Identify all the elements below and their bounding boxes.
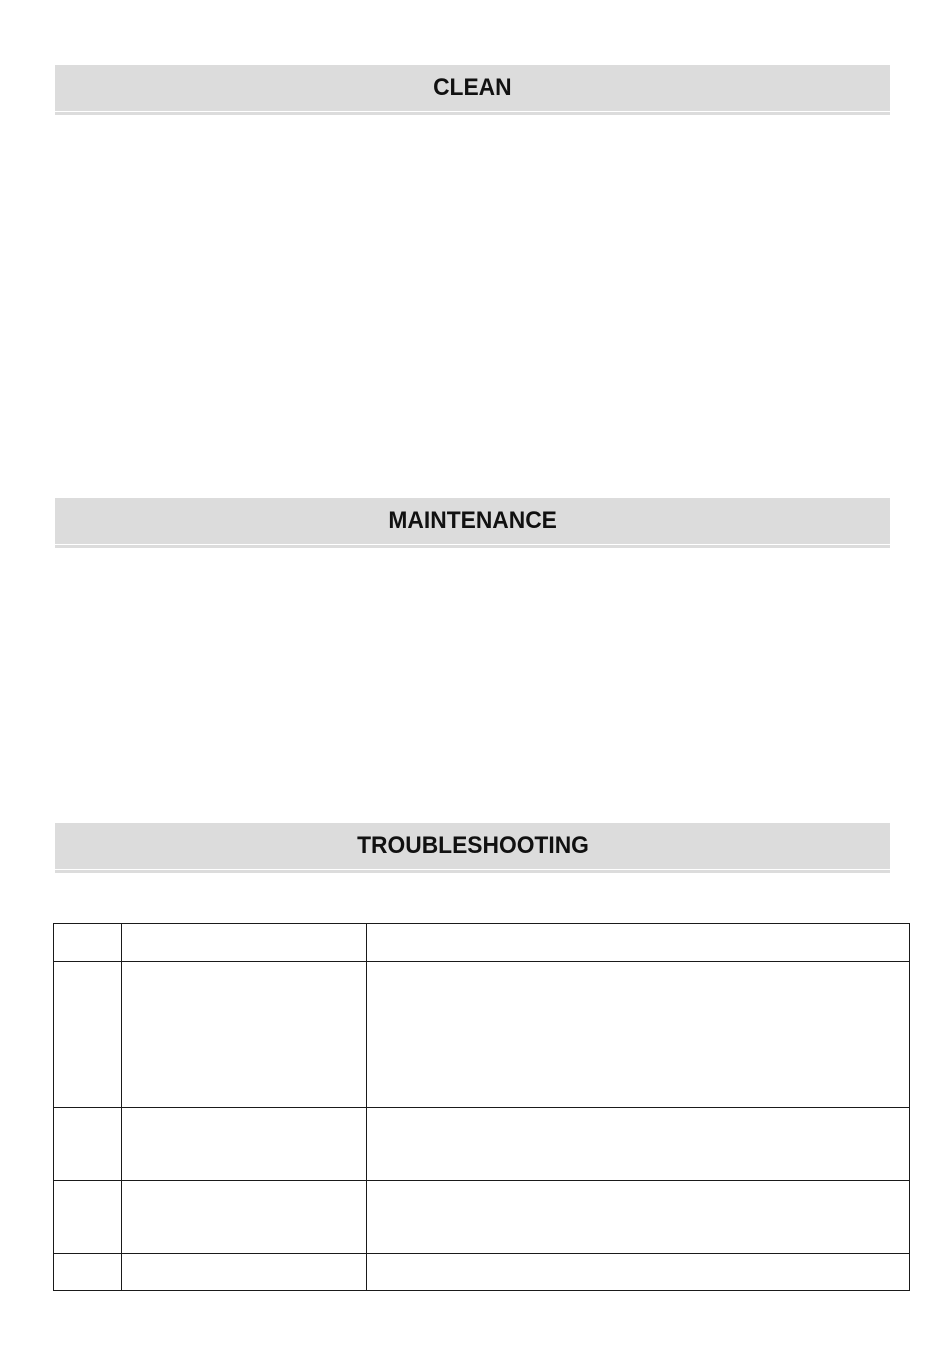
table-cell-problem: [122, 1254, 367, 1291]
section-divider-maintenance: [55, 545, 890, 548]
table-cell-solution: [367, 924, 910, 962]
table-cell-problem: [122, 1108, 367, 1181]
section-header-troubleshooting: [55, 823, 890, 869]
table-row: [54, 1181, 910, 1254]
table-row: [54, 962, 910, 1108]
section-title-maintenance: MAINTENANCE: [388, 507, 557, 534]
section-title-clean: CLEAN: [433, 74, 512, 101]
table-cell-problem: [122, 962, 367, 1108]
section-title-troubleshooting: TROUBLESHOOTING: [356, 832, 589, 859]
table-cell-no: [54, 1108, 122, 1181]
table-row: [54, 1108, 910, 1181]
table-cell-solution: [367, 1181, 910, 1254]
table-header-row: [54, 924, 910, 962]
table-cell-problem: [122, 1181, 367, 1254]
table-cell-solution: [367, 1254, 910, 1291]
table-cell-solution: [367, 962, 910, 1108]
troubleshooting-table: [53, 923, 910, 1291]
table-cell-no: [54, 924, 122, 962]
table-cell-no: [54, 1181, 122, 1254]
table-row: [54, 1254, 910, 1291]
section-header-maintenance: [55, 498, 890, 544]
section-divider-clean: [55, 112, 890, 115]
section-header-clean: [55, 65, 890, 111]
table-cell-problem: [122, 924, 367, 962]
section-divider-troubleshooting: [55, 870, 890, 873]
table-cell-solution: [367, 1108, 910, 1181]
table-cell-no: [54, 1254, 122, 1291]
table-cell-no: [54, 962, 122, 1108]
